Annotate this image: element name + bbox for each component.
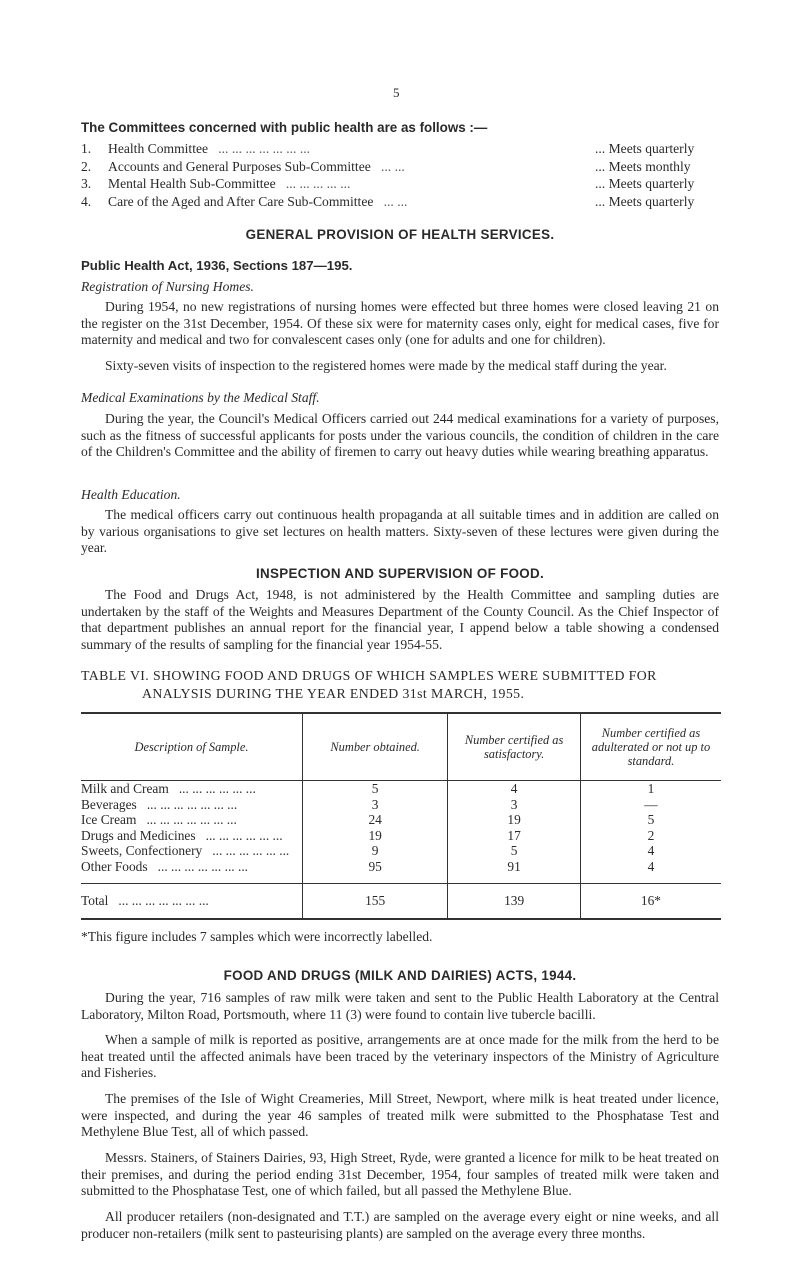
leader-dots: ... ... [380, 158, 405, 174]
table-title [81, 667, 721, 703]
cell-satisfactory: 4 [448, 781, 581, 797]
committees-list [81, 140, 721, 210]
committee-item [81, 140, 721, 158]
medical-examinations-paragraph: During the year, the Council's Medical Officers carried out 244 medical examinations for a variety of purposes, such as the fitness of successful applicants for posts under the various councils, the condition of children in the care of the Children's Committee and the ability of firemen to carry out heavy duties while wearing breathing apparatus. [81, 411, 719, 460]
table-row [81, 843, 721, 859]
inspection-visits-paragraph: Sixty-seven visits of inspection to the registered homes were made by the medical staff during the year. [105, 358, 667, 373]
row-description: Other Foods [81, 858, 148, 874]
total-satisfactory: 139 [448, 883, 581, 919]
milk-paragraph-3: The premises of the Isle of Wight Creameries, Mill Street, Newport, where milk is heat treated under licence, were inspected, and during the year 46 samples of treated milk were submitted to the Phosphatase Test and Methylene Blue Test, all of which passed. [81, 1091, 719, 1140]
table-total-row [81, 883, 721, 919]
table-title-line: ANALYSIS DURING THE YEAR ENDED 31st MARCH, 1955. [142, 686, 525, 701]
header-satisfactory: Number certified as satisfactory. [448, 713, 581, 781]
row-description: Ice Cream [81, 812, 137, 828]
cell-adulterated: 2 [580, 828, 721, 844]
total-adulterated: 16* [580, 883, 721, 919]
leader-dots: ... ... [383, 193, 408, 209]
cell-satisfactory: 17 [448, 828, 581, 844]
leader-dots: ... ... ... ... ... ... ... [118, 892, 209, 908]
table-row [81, 781, 721, 797]
committee-name: Mental Health Sub-Committee [108, 176, 276, 191]
milk-paragraph-1: During the year, 716 samples of raw milk were taken and sent to the Public Health Laboratory at the Central Laboratory, Milton Road, Portsmouth, where 11 (3) were found to contain live tubercle bacilli. [81, 990, 719, 1022]
samples-table [81, 712, 721, 920]
leader-dots: ... ... ... ... ... ... ... [146, 812, 237, 828]
cell-adulterated: 4 [580, 843, 721, 859]
header-description: Description of Sample. [81, 713, 302, 781]
food-inspection-paragraph: The Food and Drugs Act, 1948, is not administered by the Health Committee and sampling duties are undertaken by the staff of the Weights and Measures Department of the County Council. As the Chief Inspector of that department publishes an annual report for the financial year, I append below a table showing a condensed summary of the results of sampling for the financial year 1954-55. [81, 587, 719, 652]
cell-obtained: 9 [302, 843, 447, 859]
row-description: Milk and Cream [81, 781, 169, 796]
cell-obtained: 95 [302, 859, 447, 883]
general-provision-heading: GENERAL PROVISION OF HEALTH SERVICES. [245, 227, 555, 242]
row-description: Beverages [81, 796, 137, 812]
committee-number: 4. [81, 193, 92, 209]
cell-satisfactory: 5 [448, 843, 581, 859]
health-education-paragraph: The medical officers carry out continuous health propaganda at all suitable times and in addition are called on by various organisations to give set lectures on health matters. Sixty-seven of these lectures were given during the year. [81, 507, 719, 556]
committee-name: Health Committee [108, 141, 209, 156]
committee-frequency: ... Meets monthly [595, 158, 691, 174]
table-row [81, 859, 721, 883]
cell-satisfactory: 91 [448, 859, 581, 883]
cell-adulterated: — [580, 797, 721, 813]
committees-heading: The Committees concerned with public health are as follows :— [81, 120, 488, 135]
public-health-act-heading: Public Health Act, 1936, Sections 187—195. [81, 258, 353, 273]
leader-dots: ... ... ... ... ... [285, 176, 351, 191]
header-obtained: Number obtained. [302, 713, 447, 781]
committee-item [81, 175, 721, 193]
committee-frequency: ... Meets quarterly [595, 176, 695, 191]
committee-item [81, 158, 721, 176]
leader-dots: ... ... ... ... ... ... [212, 843, 290, 859]
nursing-homes-paragraph: During 1954, no new registrations of nursing homes were effected but three homes were closed leaving 21 on the register on the 31st December, 1954. Of these six were for maternity cases only, eight for medical cases, five for maternity and medical and two for convalescent cases only (one for adults and one for children). [81, 299, 719, 348]
row-description: Drugs and Medicines [81, 827, 196, 843]
header-adulterated: Number certified as adulterated or not up to standard. [580, 713, 721, 781]
committee-item [81, 193, 721, 211]
milk-dairies-heading: FOOD AND DRUGS (MILK AND DAIRIES) ACTS, 1944. [223, 968, 577, 983]
cell-adulterated: 4 [580, 859, 721, 883]
cell-obtained: 3 [302, 797, 447, 813]
committee-number: 3. [81, 176, 92, 191]
table-title-line: TABLE VI. SHOWING FOOD AND DRUGS OF WHICH SAMPLES WERE SUBMITTED FOR [81, 668, 657, 683]
food-inspection-heading: INSPECTION AND SUPERVISION OF FOOD. [255, 566, 544, 581]
cell-obtained: 19 [302, 828, 447, 844]
leader-dots: ... ... ... ... ... ... ... [146, 796, 238, 812]
medical-examinations-heading: Medical Examinations by the Medical Staff. [81, 390, 320, 405]
cell-adulterated: 1 [580, 781, 721, 797]
table-header-row [81, 713, 721, 781]
committee-frequency: ... Meets quarterly [595, 141, 695, 156]
total-label: Total [81, 892, 109, 908]
table-footnote: *This figure includes 7 samples which were incorrectly labelled. [81, 929, 433, 944]
leader-dots: ... ... ... ... ... ... ... [157, 858, 249, 874]
committee-name: Accounts and General Purposes Sub-Committee [108, 158, 371, 174]
table-row [81, 812, 721, 828]
cell-obtained: 5 [302, 781, 447, 797]
milk-paragraph-5: All producer retailers (non-designated and T.T.) are sampled on the average every eight or nine weeks, and all producer non-retailers (milk sent to pasteurising plants) are sampled on the average every three months. [81, 1209, 719, 1241]
cell-adulterated: 5 [580, 812, 721, 828]
committee-number: 1. [81, 141, 92, 156]
table-row [81, 797, 721, 813]
leader-dots: ... ... ... ... ... ... [178, 781, 256, 796]
milk-paragraph-2: When a sample of milk is reported as positive, arrangements are at once made for the milk from the herd to be heat treated until the affected animals have been traced by the veterinary inspectors of the Ministry of Agriculture and Fisheries. [81, 1032, 719, 1081]
cell-obtained: 24 [302, 812, 447, 828]
committee-number: 2. [81, 158, 92, 174]
cell-satisfactory: 3 [448, 797, 581, 813]
committee-frequency: ... Meets quarterly [595, 193, 695, 209]
table-row [81, 828, 721, 844]
cell-satisfactory: 19 [448, 812, 581, 828]
nursing-homes-heading: Registration of Nursing Homes. [81, 279, 254, 294]
row-description: Sweets, Confectionery [81, 843, 203, 859]
leader-dots: ... ... ... ... ... ... ... [218, 141, 311, 156]
page-number: 5 [393, 85, 400, 100]
total-obtained: 155 [302, 883, 447, 919]
health-education-heading: Health Education. [81, 487, 181, 502]
committee-name: Care of the Aged and After Care Sub-Committee [108, 193, 374, 209]
leader-dots: ... ... ... ... ... ... [205, 827, 283, 843]
milk-paragraph-4: Messrs. Stainers, of Stainers Dairies, 93, High Street, Ryde, were granted a licence for milk to be heat treated on their premises, and during the period ending 31st December, 1954, four samples of treated milk were taken and submitted to the Phosphatase Test, one of which failed, but all passed the Methylene Blue. [81, 1150, 719, 1199]
